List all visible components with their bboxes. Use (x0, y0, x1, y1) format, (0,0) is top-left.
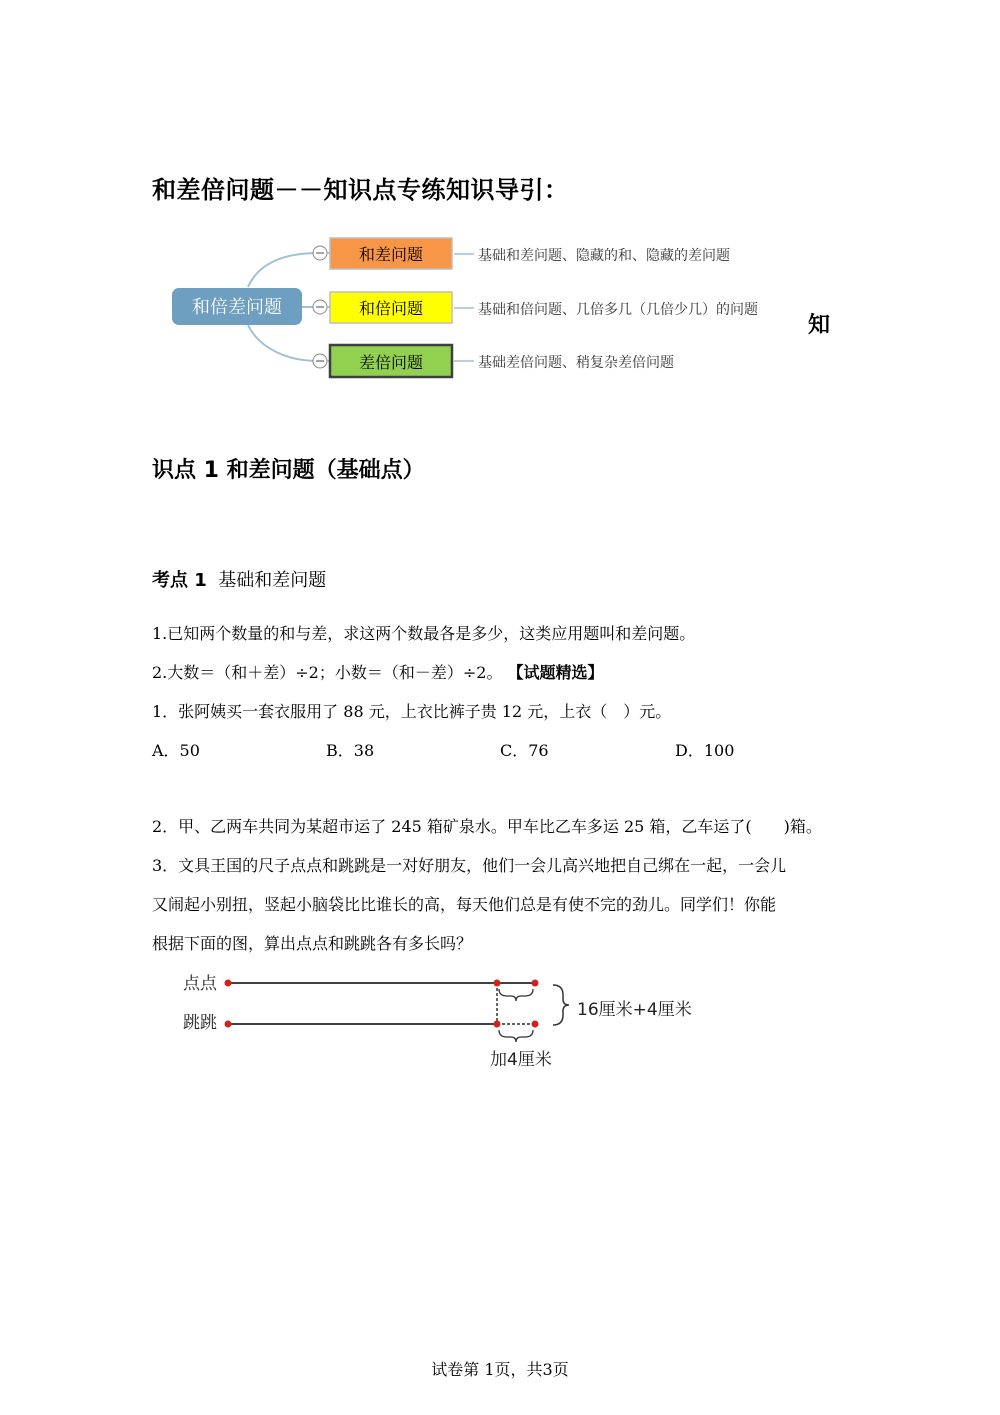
branch-description: 基础和倍问题、几倍多几（几倍少几）的问题 (478, 302, 758, 318)
question-1: 1．张阿姨买一套衣服用了 88 元，上衣比裤子贵 12 元，上衣（ ）元。 (152, 702, 672, 721)
q1-option-d[interactable]: D．100 (675, 741, 735, 760)
endpoint-dot (225, 1021, 232, 1028)
branch-description: 基础差倍问题、稍复杂差倍问题 (478, 355, 674, 371)
root-node-label: 和倍差问题 (192, 297, 282, 318)
endpoint-dot (225, 980, 232, 987)
rule-2 (152, 660, 604, 683)
connector-1 (248, 253, 318, 287)
kaodian-prefix: 考点 1 (152, 570, 207, 591)
line-diagram (175, 965, 715, 1075)
page-title: 和差倍问题－－知识点专练知识导引： (152, 176, 569, 204)
collapse-icon[interactable] (313, 354, 327, 368)
branch-label: 和差问题 (358, 245, 424, 264)
question-3-line-1: 3．文具王国的尺子点点和跳跳是一对好朋友，他们一会儿高兴地把自己绑在一起，一会儿 (152, 856, 787, 875)
label-tiaotiao: 跳跳 (183, 1013, 217, 1033)
page-footer: 试卷第 1页，共3页 (431, 1360, 569, 1379)
endpoint-dot (532, 980, 539, 987)
stray-heading-char: 知 (808, 313, 831, 338)
branch-label: 差倍问题 (358, 353, 424, 372)
collapse-icon[interactable] (313, 246, 327, 260)
branch-description: 基础和差问题、隐藏的和、隐藏的差问题 (478, 248, 730, 264)
brace-right-icon (553, 985, 569, 1025)
label-diandian: 点点 (183, 974, 217, 994)
endpoint-dot (494, 1021, 501, 1028)
label-add-4cm: 加4厘米 (490, 1050, 552, 1070)
endpoint-dot (494, 980, 501, 987)
q1-option-b[interactable]: B．38 (326, 741, 375, 760)
kaodian-text: 基础和差问题 (218, 570, 327, 591)
connector-3 (248, 325, 318, 361)
q1-option-a[interactable]: A．50 (152, 741, 200, 760)
rule-2-text: 2.大数＝（和＋差）÷2；小数＝（和－差）÷2。 (152, 663, 503, 682)
branch-label: 和倍问题 (358, 299, 424, 318)
q1-option-c[interactable]: C．76 (500, 741, 549, 760)
section-tag: 【试题精选】 (507, 663, 604, 682)
question-3-line-3: 根据下面的图，算出点点和跳跳各有多长吗？ (152, 934, 473, 953)
endpoint-dot (532, 1021, 539, 1028)
section-heading: 识点 1 和差问题（基础点） (152, 458, 425, 483)
brace-bottom-icon (499, 1030, 533, 1042)
label-sum: 16厘米+4厘米 (577, 1000, 692, 1020)
mind-map (160, 225, 800, 385)
question-2: 2．甲、乙两车共同为某超市运了 245 箱矿泉水。甲车比乙车多运 25 箱，乙车运了( )箱。 (152, 817, 822, 836)
kaodian-heading (152, 566, 326, 592)
brace-top-icon (499, 989, 533, 1001)
question-3-line-2: 又闹起小别扭，竖起小脑袋比比谁长的高，每天他们总是有使不完的劲儿。同学们！你能 (152, 895, 777, 914)
rule-1: 1.已知两个数量的和与差，求这两个数最各是多少，这类应用题叫和差问题。 (152, 624, 696, 643)
collapse-icon[interactable] (313, 300, 327, 314)
